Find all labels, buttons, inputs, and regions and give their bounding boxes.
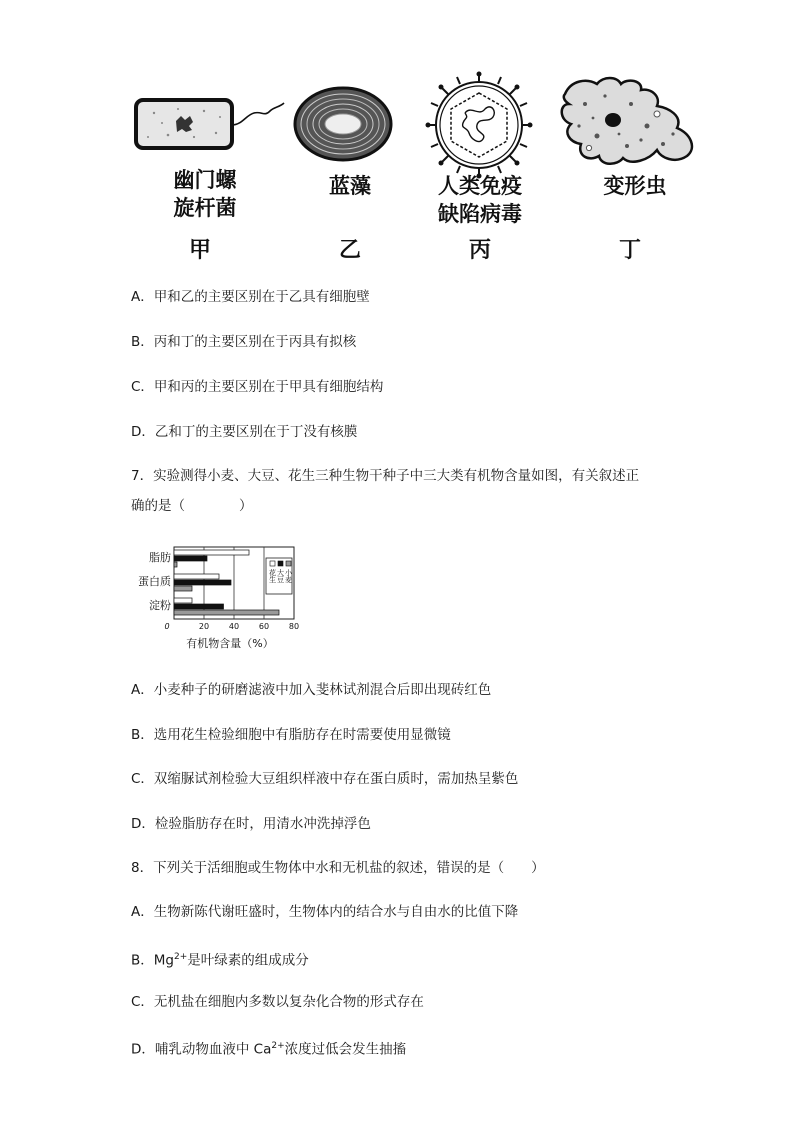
legend-label-小麦: 小麦: [284, 569, 293, 583]
q6-option-c: C．甲和丙的主要区别在于甲具有细胞结构: [131, 379, 384, 395]
organic-content-chart: [138, 540, 308, 656]
caption-line: 旋杆菌: [173, 195, 237, 220]
q7-stem-line2: 确的是（ ）: [131, 498, 253, 514]
q8-option-b: [131, 948, 309, 970]
bar-小麦: [174, 610, 279, 615]
x-axis-label: 有机物含量（%）: [186, 637, 274, 650]
q7-option-d: D．检验脂肪存在时，用清水冲洗掉浮色: [131, 816, 371, 832]
organism-symbol-1: 甲: [188, 237, 211, 263]
bar-小麦: [174, 586, 192, 591]
bar-花生: [174, 574, 219, 579]
q8-option-b-superscript: 2+: [173, 952, 188, 962]
q8-option-c: C．无机盐在细胞内多数以复杂化合物的形式存在: [131, 994, 424, 1010]
organism-symbol-3: 丙: [468, 237, 491, 263]
bar-大豆: [174, 580, 231, 585]
organism-symbol-2: 乙: [338, 237, 361, 263]
x-tick-label: 60: [258, 622, 270, 631]
organism-caption-1: [150, 166, 260, 222]
organism-symbol-4: 丁: [618, 237, 641, 263]
organism-illustration-bacterium: [134, 93, 294, 155]
q7-option-b: B．选用花生检验细胞中有脂肪存在时需要使用显微镜: [131, 727, 451, 743]
organism-caption-2: [295, 172, 405, 200]
x-tick-label: 40: [228, 622, 240, 631]
bar-大豆: [174, 556, 207, 561]
q7-option-c: C．双缩脲试剂检验大豆组织样液中存在蛋白质时，需加热呈紫色: [131, 771, 519, 787]
caption-line: 蓝藻: [329, 173, 371, 198]
q8-option-b-text: B．Mg: [131, 952, 174, 969]
organism-illustration-hiv: [425, 71, 533, 179]
x-tick-label: 80: [288, 622, 300, 631]
bar-大豆: [174, 604, 224, 609]
caption-line: 变形虫: [603, 173, 667, 198]
q8-stem: 8．下列关于活细胞或生物体中水和无机盐的叙述，错误的是（ ）: [131, 860, 545, 876]
legend-label-大豆: 大豆: [276, 569, 285, 583]
q8-option-d-text-rest: 浓度过低会发生抽搐: [284, 1041, 407, 1058]
q8-option-d: [131, 1037, 406, 1059]
q6-option-d: D．乙和丁的主要区别在于丁没有核膜: [131, 424, 358, 440]
caption-line: 缺陷病毒: [438, 201, 522, 226]
q8-option-d-text: D．哺乳动物血液中 Ca: [131, 1041, 272, 1058]
organism-caption-4: [575, 172, 695, 200]
caption-line: 幽门螺: [173, 167, 237, 192]
q8-option-a: A．生物新陈代谢旺盛时，生物体内的结合水与自由水的比值下降: [131, 904, 519, 920]
category-label: 蛋白质: [138, 575, 171, 588]
q7-option-a: A．小麦种子的研磨滤液中加入斐林试剂混合后即出现砖红色: [131, 682, 492, 698]
q6-option-b: B．丙和丁的主要区别在于丙具有拟核: [131, 334, 357, 350]
organic-content-chart-svg: [138, 540, 308, 652]
organism-illustration-cyanobacteria: [293, 86, 393, 162]
x-tick-label: 20: [198, 622, 210, 631]
bar-花生: [174, 550, 249, 555]
q6-option-a: A．甲和乙的主要区别在于乙具有细胞壁: [131, 289, 370, 305]
legend-label-花生: 花生: [268, 569, 277, 583]
category-label: 脂肪: [149, 551, 171, 564]
q8-option-b-text-rest: 是叶绿素的组成成分: [187, 952, 309, 969]
bar-花生: [174, 598, 192, 603]
legend-swatch-小麦: [286, 561, 291, 566]
legend-swatch-花生: [270, 561, 275, 566]
bar-小麦: [174, 562, 177, 567]
x-tick-label: 0: [164, 622, 170, 631]
q7-stem-line1: 7．实验测得小麦、大豆、花生三种生物干种子中三大类有机物含量如图，有关叙述正: [131, 468, 640, 484]
organism-caption-3: [415, 172, 545, 228]
category-label: 淀粉: [149, 599, 171, 612]
legend-swatch-大豆: [278, 561, 283, 566]
organism-illustration-amoeba: [557, 74, 699, 170]
q8-option-d-superscript: 2+: [271, 1041, 285, 1051]
caption-line: 人类免疫: [438, 173, 522, 198]
